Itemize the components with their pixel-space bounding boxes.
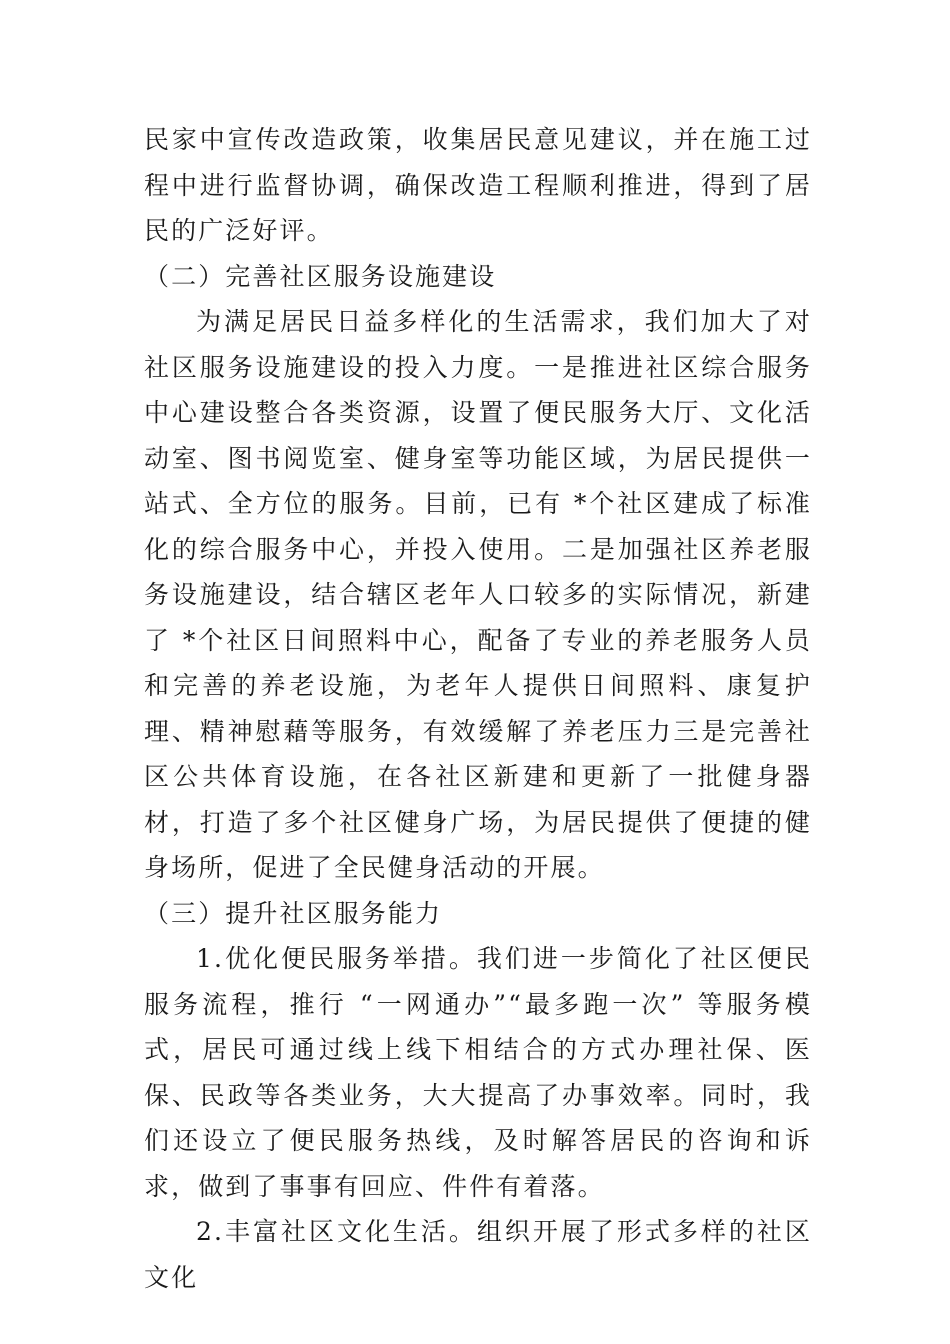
paragraph-facilities: 为满足居民日益多样化的生活需求，我们加大了对社区服务设施建设的投入力度。一是推进社区综合服务中心建设整合各类资源，设置了便民服务大厅、文化活动室、图书阅览室、健身室等功能区域，为居民提供一站式、全方位的服务。目前，已有 *个社区建成了标准化的综合服务中心，并投入使用。二是加强社区养老服务设施建设，结合辖区老年人口较多的实际情况，新建了 *个社区日间照料中心，配备了专业的养老服务人员和完善的养老设施，为老年人提供日间照料、康复护理、精神慰藉等服务，有效缓解了养老压力三是完善社区公共体育设施，在各社区新建和更新了一批健身器材，打造了多个社区健身广场，为居民提供了便捷的健身场所，促进了全民健身活动的开展。 — [144, 307, 812, 882]
paragraph-continued: 民家中宣传改造政策，收集居民意见建议，并在施工过程中进行监督协调，确保改造工程顺利推进，得到了居民的广泛好评。 — [144, 125, 812, 245]
document-body — [144, 117, 812, 1300]
paragraph-convenience-services: 1.优化便民服务举措。我们进一步简化了社区便民服务流程，推行 “一网通办”“最多跑一次” 等服务模式，居民可通过线上线下相结合的方式办理社保、医保、民政等各类业务，大大提高了办事效率。同时，我们还设立了便民服务热线，及时解答居民的咨询和诉求，做到了事事有回应、件件有着落。 — [144, 944, 812, 1201]
paragraph-culture-life: 2.丰富社区文化生活。组织开展了形式多样的社区文化 — [144, 1217, 812, 1292]
section-heading-3: （三）提升社区服务能力 — [144, 898, 443, 928]
section-heading-2: （二）完善社区服务设施建设 — [144, 261, 497, 291]
